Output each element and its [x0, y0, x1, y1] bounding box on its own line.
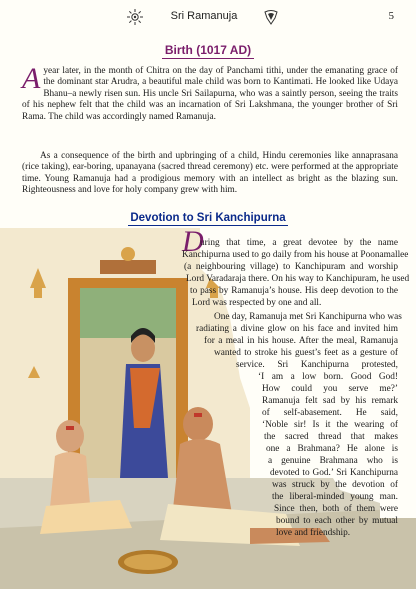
story-line: Lord Varadaraja there. On his way to Kanchipuram, he used [186, 274, 410, 284]
running-header [0, 6, 416, 30]
story-line: for a meal in his house. After the meal, Ramanuja [204, 336, 398, 346]
sun-emblem-icon [126, 8, 144, 26]
story-line: bound to each other by mutual [276, 516, 398, 526]
section-heading-birth: Birth (1017 AD) [0, 43, 416, 57]
story-line: (a neighbouring village) to Kanchipuram and worship [184, 262, 398, 272]
page-number: 5 [388, 10, 394, 22]
story-line: Lord was respected by one and all. [192, 298, 322, 308]
story-line: ‘I am a low born. Good God! [258, 372, 398, 382]
conch-emblem-icon [262, 8, 280, 26]
section-heading-devotion: Devotion to Sri Kanchipurna [130, 212, 286, 224]
story-line: was struck by the devotion of [272, 480, 398, 490]
running-header-title: Sri Ramanuja [170, 10, 238, 22]
drop-cap: A [22, 62, 41, 95]
story-line: uring that time, a great devotee by the name [200, 238, 398, 248]
story-line: one a Brahmana? He alone is [266, 444, 398, 454]
story-line: radiating a divine glow on his face and invited him [196, 324, 398, 334]
story-line: Ramanuja felt sad by his remark [262, 396, 398, 406]
story-line: the sacred thread that makes [264, 432, 398, 442]
paragraph-ceremonies: As a consequence of the birth and upbringing of a child, Hindu ceremonies like annaprasana (rice taking), ear-boring, upanayana (sacred thread ceremony) etc. were performed at the appropriate time. Young Ramanuja had a prodigious memory with an intellect as bright as the blazing sun. Righteousness and love for holy company grew with him. [22, 151, 398, 196]
story-line: the liberal-minded young man. [272, 492, 398, 502]
story-line: service. Sri Kanchipurna protested, [236, 360, 398, 370]
story-line: to pass by Ramanuja’s house. His deep devotion to the [190, 286, 398, 296]
story-line: Since then, both of them were [274, 504, 398, 514]
drop-cap-d: D [182, 225, 204, 258]
story-line: love and friendship. [276, 528, 351, 538]
story-line: devoted to God.’ Sri Kanchipurna [270, 468, 398, 478]
story-line: wanted to stroke his guest’s feet as a gesture of [214, 348, 398, 358]
story-line: How could you serve me?’ [262, 384, 398, 394]
story-line: ‘Noble sir! Is it the wearing of [262, 420, 398, 430]
story-line: Kanchipurna used to go daily from his house at Poonamallee [182, 250, 409, 260]
devotion-story-text [0, 225, 416, 589]
story-line: a genuine Brahmana who is [268, 456, 398, 466]
story-line: One day, Ramanuja met Sri Kanchipurna who was [214, 312, 402, 322]
story-line: of self-abasement. He said, [262, 408, 398, 418]
paragraph-birth: A year later, in the month of Chitra on the day of Panchami tithi, under the emanating grace of the dominant star Arudra, a beautiful male child was born to Kantimati. He looked like Udaya Bhanu–a newly risen sun. His uncle Sri Sailapurna, who was a saintly person, seeing the traits of his nephew felt that the child was an incarnation of Sri Lakshmana, the younger brother of Sri Rama. The child was accordingly named Ramanuja. [22, 62, 398, 122]
